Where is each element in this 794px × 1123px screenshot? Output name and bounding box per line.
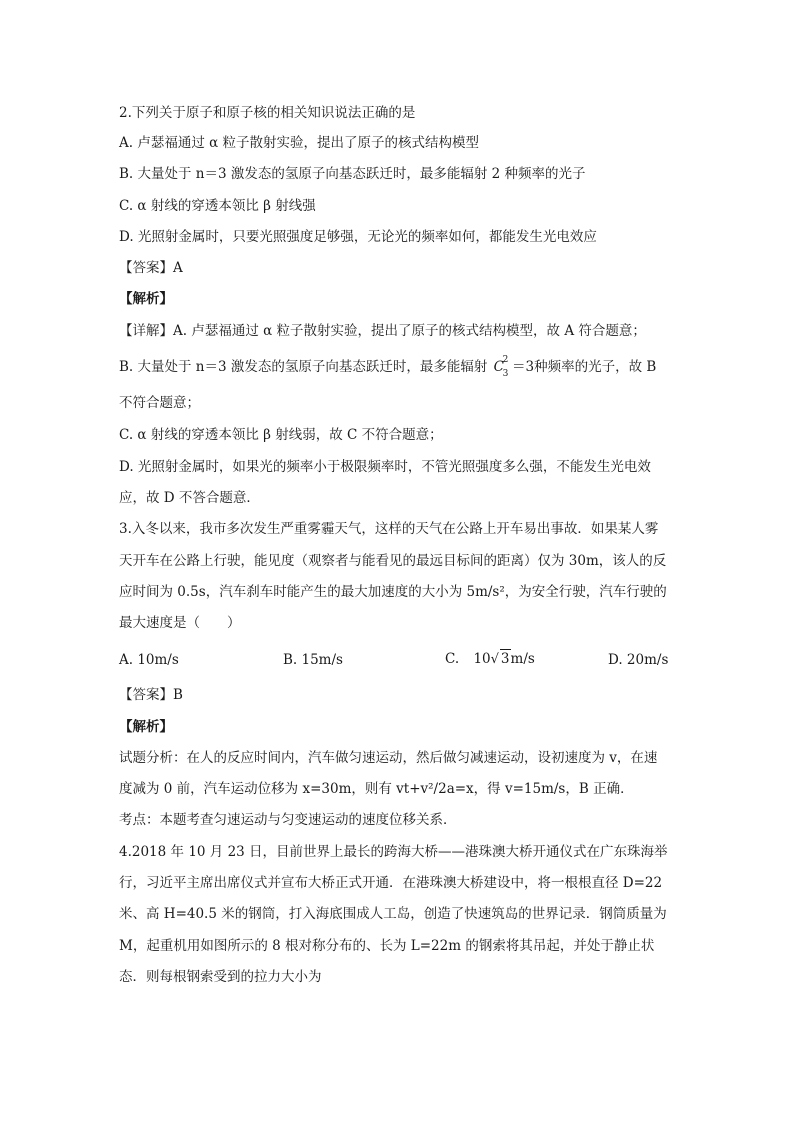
- q3-analysis-2: 度减为 0 前，汽车运动位移为 x=30m，则有 vt+v²/2a=x，得 v=15m/s，B 正确．: [119, 781, 634, 797]
- q4-line-4: M，起重机用如图所示的 8 根对称分布的、长为 L=22m 的钢索将其吊起，并处于静止状: [119, 938, 655, 954]
- q2-detail-b-cont: 不符合题意；: [119, 395, 200, 411]
- comb-symbol: C: [493, 359, 505, 375]
- q4-line-1: 4.2018 年 10 月 23 日，目前世界上最长的跨海大桥——港珠澳大桥开通仪式在广东珠海举: [119, 844, 668, 860]
- combination-formula: [493, 355, 509, 379]
- q2-detail-c: C. α 射线的穿透本领比 β 射线弱，故 C 不符合题意；: [119, 427, 443, 443]
- q2-detail-d1: D. 光照射金属时，如果光的频率小于极限频率时，不管光照强度多么强，不能发生光电效: [119, 459, 651, 475]
- q3-kaodian: 考点：本题考查匀速运动与匀变速运动的速度位移关系．: [119, 812, 457, 828]
- q2-detail-d2: 应，故 D 不答合题意．: [119, 490, 260, 506]
- comb-sup: 2: [502, 355, 509, 365]
- q3-option-a: A. 10m/s: [119, 652, 179, 668]
- q4-line-2: 行，习近平主席出席仪式并宣布大桥正式开通．在港珠澳大桥建设中，将一根根直径 D=22: [119, 875, 663, 891]
- q3-stem-3: 应时间为 0.5s，汽车刹车时能产生的最大加速度的大小为 5m/s²，为安全行驶，汽车行驶的: [119, 584, 667, 600]
- q2-option-d: D. 光照射金属时，只要光照强度足够强，无论光的频率如何，都能发生光电效应: [119, 229, 597, 245]
- q3-analysis-label: 【解析】: [119, 719, 173, 735]
- q3-stem-2: 天开车在公路上行驶，能见度（观察者与能看见的最远目标间的距离）仅为 30m，该人的反: [119, 553, 667, 569]
- q2-detail-b-post: ＝3种频率的光子，故 B: [512, 359, 657, 375]
- q3-option-c-coef: 10: [473, 651, 491, 667]
- q3-analysis-1: 试题分析：在人的反应时间内，汽车做匀速运动，然后做匀减速运动，设初速度为 v，在速: [119, 750, 658, 766]
- q2-option-b: B. 大量处于 n＝3 激发态的氢原子向基态跃迁时，最多能辐射 2 种频率的光子: [119, 166, 586, 182]
- comb-sub: 3: [502, 369, 509, 379]
- q3-option-c-radicand: 3: [500, 651, 510, 667]
- q4-line-3: 米、高 H=40.5 米的钢筒，打入海底围成人工岛，创造了快速筑岛的世界记录．钢筒质量为: [119, 906, 667, 922]
- q2-detail-a: 【详解】A. 卢瑟福通过 α 粒子散射实验，提出了原子的核式结构模型，故 A 符合题意；: [119, 323, 646, 339]
- q2-option-a: A. 卢瑟福通过 α 粒子散射实验，提出了原子的核式结构模型: [119, 135, 480, 151]
- q3-stem-1: 3.入冬以来，我市多次发生严重雾霾天气，这样的天气在公路上开车易出事故．如果某人雾: [119, 521, 659, 537]
- q3-option-d: D. 20m/s: [608, 652, 669, 668]
- q2-detail-b: [119, 355, 657, 379]
- q3-option-c-label: C.: [445, 651, 460, 667]
- sqrt-sign: √: [490, 652, 499, 667]
- q4-line-5: 态．则每根钢索受到的拉力大小为: [119, 969, 322, 985]
- q3-option-c: [445, 649, 535, 669]
- q2-detail-b-pre: B. 大量处于 n＝3 激发态的氢原子向基态跃迁时，最多能辐射: [119, 359, 488, 375]
- q2-option-c: C. α 射线的穿透本领比 β 射线强: [119, 198, 316, 214]
- q3-option-c-unit: m/s: [510, 651, 535, 667]
- q3-answer: 【答案】B: [119, 687, 183, 703]
- q2-stem: 2.下列关于原子和原子核的相关知识说法正确的是: [119, 105, 416, 121]
- q2-analysis-label: 【解析】: [119, 291, 173, 307]
- q3-stem-4: 最大速度是（ ）: [119, 615, 241, 631]
- q2-answer: 【答案】A: [119, 260, 183, 276]
- q3-option-b: B. 15m/s: [283, 652, 343, 668]
